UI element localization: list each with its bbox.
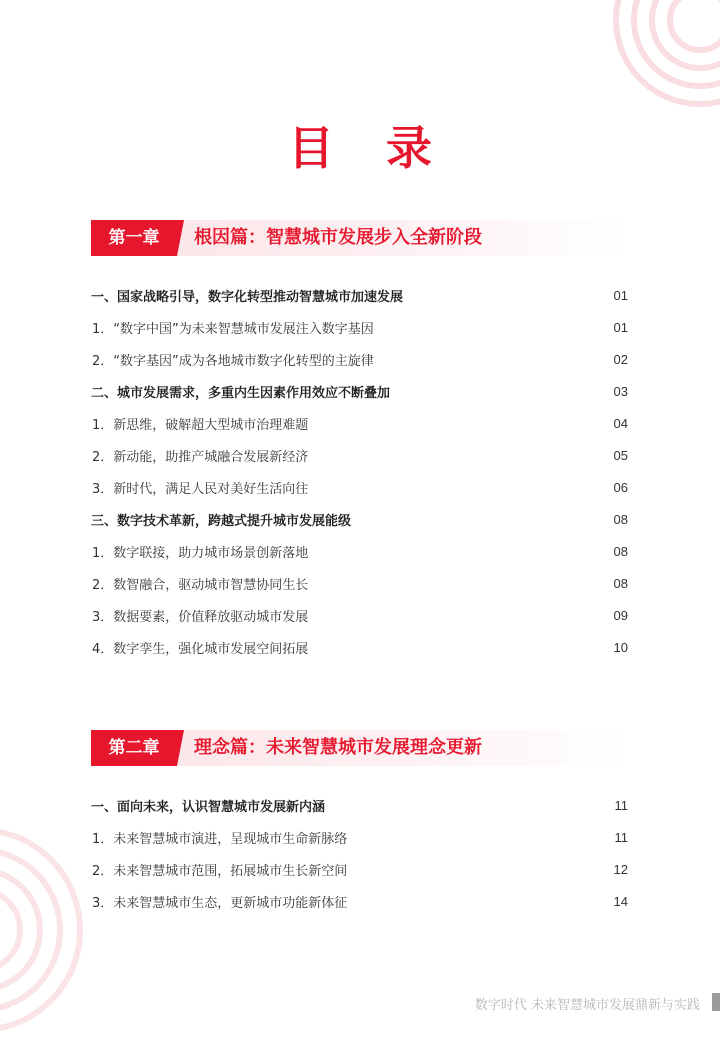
toc-entry-page: 02 [613, 352, 628, 367]
chapter-badge: 第一章 [91, 220, 177, 256]
toc-entry[interactable] [91, 312, 631, 344]
toc-entry-text: 3．数据要素，价值释放驱动城市发展 [92, 610, 309, 625]
toc-entry[interactable] [91, 440, 631, 472]
toc-entry[interactable] [91, 632, 631, 664]
toc-entry[interactable] [91, 568, 631, 600]
toc-entry-text: 3．新时代，满足人民对美好生活向往 [92, 482, 309, 497]
toc-entry-text: 1．未来智慧城市演进，呈现城市生命新脉络 [92, 832, 348, 847]
toc-entry-text: 4．数字孪生，强化城市发展空间拓展 [92, 642, 309, 657]
toc-entry[interactable] [91, 344, 631, 376]
toc-entry-text: 一、面向未来，认识智慧城市发展新内涵 [91, 800, 326, 815]
toc-entry[interactable] [91, 504, 631, 536]
toc-entry[interactable] [91, 280, 631, 312]
toc-entry-page: 01 [613, 320, 628, 335]
toc-entry[interactable] [91, 472, 631, 504]
toc-entry-page: 11 [614, 798, 628, 813]
toc-entry-text: 2．未来智慧城市范围，拓展城市生长新空间 [92, 864, 348, 879]
chapter-title[interactable]: 根因篇：智慧城市发展步入全新阶段 [194, 227, 482, 248]
toc-entry-page: 10 [613, 640, 628, 655]
toc-entry-page: 11 [614, 830, 628, 845]
toc-entry-page: 01 [613, 288, 628, 303]
toc-entry-text: 1．新思维，破解超大型城市治理难题 [92, 418, 309, 433]
toc-entry-text: 二、城市发展需求，多重内生因素作用效应不断叠加 [91, 386, 391, 401]
toc-entry[interactable] [91, 408, 631, 440]
chapter-title[interactable]: 理念篇：未来智慧城市发展理念更新 [194, 737, 482, 758]
toc-entry-page: 03 [613, 384, 628, 399]
toc-entry[interactable] [91, 600, 631, 632]
toc-entry-text: 2．“数字基因”成为各地城市数字化转型的主旋律 [92, 354, 374, 369]
chapter-badge: 第二章 [91, 730, 177, 766]
toc-entry[interactable] [91, 376, 631, 408]
toc-entry-text: 3．未来智慧城市生态，更新城市功能新体征 [92, 896, 348, 911]
toc-entry-page: 04 [613, 416, 628, 431]
toc-entry[interactable] [91, 886, 631, 918]
page-title: 目 录 [287, 121, 450, 175]
toc-entry[interactable] [91, 790, 631, 822]
toc-entry-text: 2．新动能，助推产城融合发展新经济 [92, 450, 309, 465]
toc-entry[interactable] [91, 822, 631, 854]
toc-entry-text: 一、国家战略引导，数字化转型推动智慧城市加速发展 [91, 290, 404, 305]
toc-entry-text: 三、数字技术革新，跨越式提升城市发展能级 [91, 514, 352, 529]
toc-list [91, 790, 631, 918]
toc-entry-text: 1．“数字中国”为未来智慧城市发展注入数字基因 [92, 322, 374, 337]
toc-entry-page: 09 [613, 608, 628, 623]
toc-entry-text: 1．数字联接，助力城市场景创新落地 [92, 546, 309, 561]
toc-entry-page: 12 [613, 862, 628, 877]
toc-entry[interactable] [91, 854, 631, 886]
toc-entry-page: 08 [613, 512, 628, 527]
toc-entry-page: 14 [613, 894, 628, 909]
toc-entry-text: 2．数智融合，驱动城市智慧协同生长 [92, 578, 309, 593]
footer-title: 数字时代 未来智慧城市发展鼎新与实践 [474, 998, 700, 1013]
chapter-header [91, 220, 631, 256]
toc-entry-page: 08 [613, 576, 628, 591]
toc-entry[interactable] [91, 536, 631, 568]
toc-list [91, 280, 631, 664]
toc-entry-page: 05 [613, 448, 628, 463]
chapter-header [91, 730, 631, 766]
footer-bar [712, 993, 720, 1011]
toc-entry-page: 08 [613, 544, 628, 559]
toc-entry-page: 06 [613, 480, 628, 495]
